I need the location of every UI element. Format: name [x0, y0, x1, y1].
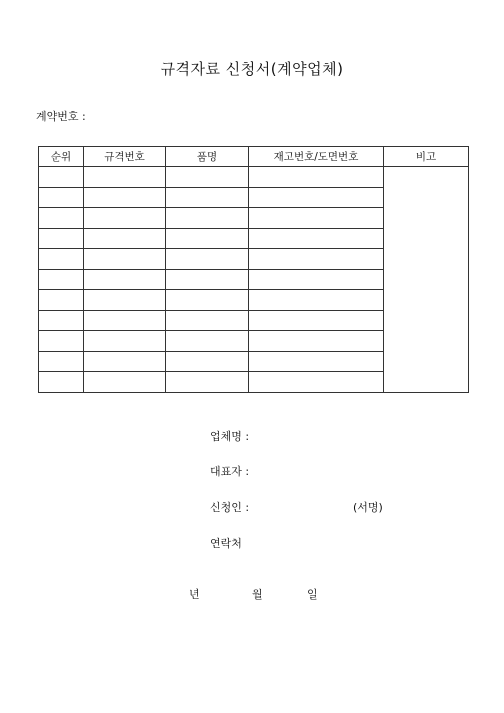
cell-rank[interactable]	[39, 372, 84, 393]
cell-item-name[interactable]	[166, 269, 249, 290]
cell-stock-drawing-number[interactable]	[249, 269, 384, 290]
cell-item-name[interactable]	[166, 290, 249, 311]
cell-spec-number[interactable]	[84, 351, 166, 372]
table-row	[39, 167, 469, 188]
date-day-label: 일	[307, 588, 318, 601]
cell-rank[interactable]	[39, 167, 84, 188]
cell-rank[interactable]	[39, 187, 84, 208]
cell-stock-drawing-number[interactable]	[249, 167, 384, 188]
applicant-label: 신청인 :	[210, 501, 250, 514]
cell-remarks[interactable]	[384, 167, 469, 393]
cell-stock-drawing-number[interactable]	[249, 249, 384, 270]
document-title: 규격자료 신청서(계약업체)	[160, 60, 344, 78]
cell-item-name[interactable]	[166, 249, 249, 270]
cell-item-name[interactable]	[166, 187, 249, 208]
company-name-label: 업체명 :	[210, 430, 250, 443]
cell-spec-number[interactable]	[84, 167, 166, 188]
representative-label: 대표자 :	[210, 465, 250, 478]
date-year-label: 년	[189, 588, 200, 601]
cell-item-name[interactable]	[166, 228, 249, 249]
cell-item-name[interactable]	[166, 167, 249, 188]
cell-rank[interactable]	[39, 351, 84, 372]
cell-stock-drawing-number[interactable]	[249, 331, 384, 352]
cell-rank[interactable]	[39, 249, 84, 270]
cell-stock-drawing-number[interactable]	[249, 372, 384, 393]
cell-rank[interactable]	[39, 310, 84, 331]
contact-label: 연락처	[210, 537, 242, 550]
cell-spec-number[interactable]	[84, 310, 166, 331]
cell-rank[interactable]	[39, 208, 84, 229]
cell-rank[interactable]	[39, 290, 84, 311]
cell-item-name[interactable]	[166, 208, 249, 229]
header-remarks: 비고	[384, 147, 469, 167]
header-item-name: 품명	[166, 147, 249, 167]
cell-rank[interactable]	[39, 331, 84, 352]
date-month-label: 월	[252, 588, 263, 601]
cell-spec-number[interactable]	[84, 228, 166, 249]
cell-spec-number[interactable]	[84, 208, 166, 229]
table-header-row	[39, 147, 469, 167]
cell-spec-number[interactable]	[84, 372, 166, 393]
request-table	[38, 146, 469, 393]
header-rank: 순위	[39, 147, 84, 167]
cell-rank[interactable]	[39, 228, 84, 249]
cell-item-name[interactable]	[166, 310, 249, 331]
cell-stock-drawing-number[interactable]	[249, 208, 384, 229]
cell-spec-number[interactable]	[84, 331, 166, 352]
cell-spec-number[interactable]	[84, 249, 166, 270]
header-spec-number: 규격번호	[84, 147, 166, 167]
cell-item-name[interactable]	[166, 331, 249, 352]
cell-stock-drawing-number[interactable]	[249, 187, 384, 208]
cell-spec-number[interactable]	[84, 187, 166, 208]
contract-number-label: 계약번호 :	[36, 110, 86, 123]
table-body	[39, 167, 469, 393]
cell-stock-drawing-number[interactable]	[249, 351, 384, 372]
signature-mark: (서명)	[353, 501, 383, 514]
cell-spec-number[interactable]	[84, 290, 166, 311]
cell-rank[interactable]	[39, 269, 84, 290]
cell-item-name[interactable]	[166, 351, 249, 372]
cell-stock-drawing-number[interactable]	[249, 310, 384, 331]
cell-spec-number[interactable]	[84, 269, 166, 290]
cell-stock-drawing-number[interactable]	[249, 290, 384, 311]
cell-stock-drawing-number[interactable]	[249, 228, 384, 249]
cell-item-name[interactable]	[166, 372, 249, 393]
header-stock-drawing-number: 재고번호/도면번호	[249, 147, 384, 167]
